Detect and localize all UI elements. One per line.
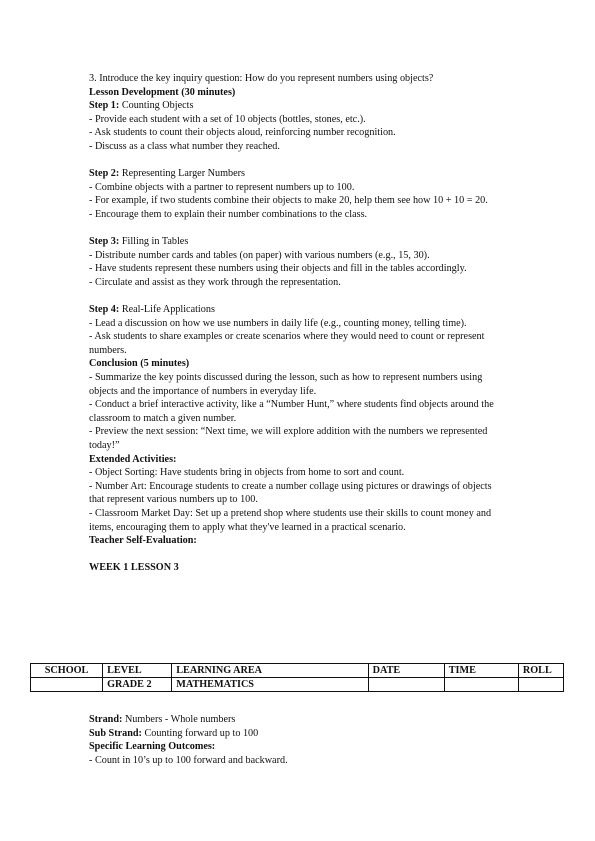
lesson-body bbox=[89, 72, 509, 575]
sub-strand-line: Sub Strand: Counting forward up to 100 bbox=[89, 727, 259, 739]
slo-heading: Specific Learning Outcomes: bbox=[89, 741, 216, 753]
cell-roll bbox=[518, 678, 563, 692]
step3-line: - Circulate and assist as they work through the representation. bbox=[89, 276, 341, 288]
header-learning-area: LEARNING AREA bbox=[172, 664, 368, 678]
step3-line: - Distribute number cards and tables (on paper) with various numbers (e.g., 15, 30). bbox=[89, 249, 430, 261]
step1-line: - Provide each student with a set of 10 objects (bottles, stones, etc.). bbox=[89, 113, 366, 125]
header-roll: ROLL bbox=[518, 664, 563, 678]
step3-heading: Step 3: Filling in Tables bbox=[89, 236, 189, 248]
extended-activities-heading: Extended Activities: bbox=[89, 453, 177, 465]
table-row bbox=[31, 678, 564, 692]
cell-school bbox=[31, 678, 103, 692]
strand-line: Strand: Numbers - Whole numbers bbox=[89, 714, 236, 725]
header-time: TIME bbox=[444, 664, 518, 678]
conclusion-line: - Preview the next session: “Next time, we will explore addition with the numbers we represented today!” bbox=[89, 426, 488, 452]
cell-level: GRADE 2 bbox=[103, 678, 172, 692]
step2-line: - Combine objects with a partner to represent numbers up to 100. bbox=[89, 181, 355, 193]
self-evaluation-heading: Teacher Self-Evaluation: bbox=[89, 535, 197, 547]
step1-heading: Step 1: Counting Objects bbox=[89, 100, 194, 112]
step3-line: - Have students represent these numbers using their objects and fill in the tables accordingly. bbox=[89, 263, 467, 275]
extended-line: - Classroom Market Day: Set up a pretend shop where students use their skills to count money and items, encouraging them to apply what they've learned in a practical scenario. bbox=[89, 508, 492, 533]
step2-heading: Step 2: Representing Larger Numbers bbox=[89, 168, 245, 180]
lesson-info-table bbox=[30, 663, 564, 692]
table-header-row bbox=[31, 664, 564, 678]
conclusion-heading: Conclusion (5 minutes) bbox=[89, 358, 190, 370]
cell-time bbox=[444, 678, 518, 692]
step2-line: - For example, if two students combine their objects to make 20, help them see how 10 + 10 = 20. bbox=[89, 195, 488, 207]
step4-heading: Step 4: Real-Life Applications bbox=[89, 304, 215, 316]
lesson-development-heading: Lesson Development (30 minutes) bbox=[89, 86, 236, 98]
week-lesson-heading: WEEK 1 LESSON 3 bbox=[89, 562, 179, 574]
conclusion-line: - Conduct a brief interactive activity, like a “Number Hunt,” where students find objects around the classroom to match a given number. bbox=[89, 399, 494, 424]
step4-line: - Ask students to share examples or create scenarios where they would need to count or represent numbers. bbox=[89, 331, 485, 356]
extended-line: - Number Art: Encourage students to create a number collage using pictures or drawings of objects that represent various numbers up to 100. bbox=[89, 480, 492, 506]
extended-line: - Object Sorting: Have students bring in objects from home to sort and count. bbox=[89, 467, 405, 479]
step1-line: - Discuss as a class what number they reached. bbox=[89, 140, 280, 152]
inquiry-question: 3. Introduce the key inquiry question: How do you represent numbers using objects? bbox=[89, 73, 434, 84]
cell-learning-area: MATHEMATICS bbox=[172, 678, 368, 692]
header-school: SCHOOL bbox=[31, 664, 103, 678]
step2-line: - Encourage them to explain their number combinations to the class. bbox=[89, 208, 368, 220]
lesson-outcomes bbox=[89, 713, 509, 767]
slo-line: - Count in 10’s up to 100 forward and backward. bbox=[89, 754, 288, 766]
step4-line: - Lead a discussion on how we use numbers in daily life (e.g., counting money, telling time). bbox=[89, 317, 467, 329]
step1-line: - Ask students to count their objects aloud, reinforcing number recognition. bbox=[89, 127, 396, 139]
conclusion-line: - Summarize the key points discussed during the lesson, such as how to represent numbers using objects and the importance of numbers in everyday life. bbox=[89, 372, 483, 397]
header-date: DATE bbox=[368, 664, 444, 678]
cell-date bbox=[368, 678, 444, 692]
header-level: LEVEL bbox=[103, 664, 172, 678]
